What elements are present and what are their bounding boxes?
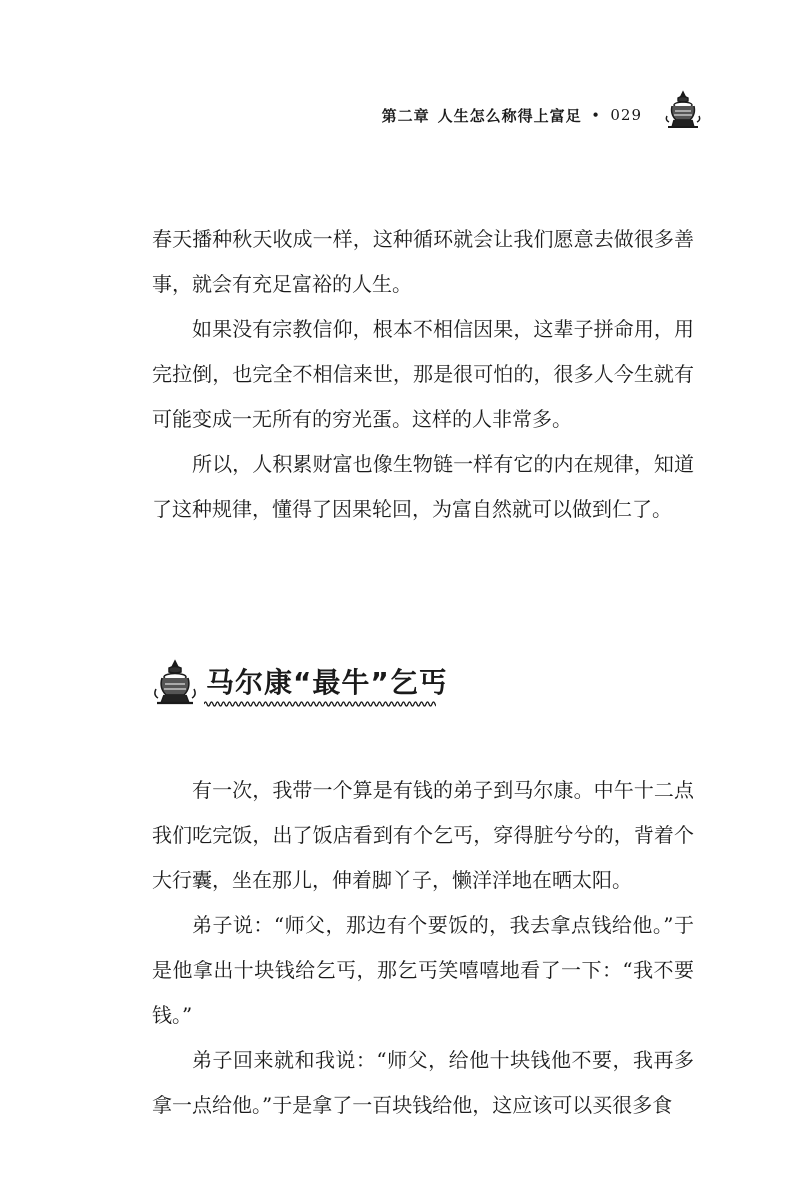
page-number: 029 — [610, 106, 642, 124]
body-text-before — [152, 217, 694, 532]
paragraph: 所以，人积累财富也像生物链一样有它的内在规律，知道了这种规律，懂得了因果轮回，为富自然就可以做到仁了。 — [152, 452, 694, 521]
paragraph: 有一次，我带一个算是有钱的弟子到马尔康。中午十二点我们吃完饭，出了饭店看到有个乞丐，穿得脏兮兮的，背着个大行囊，坐在那儿，伸着脚丫子，懒洋洋地在晒太阳。 — [152, 778, 694, 892]
section-title: 马尔康“最牛”乞丐 — [206, 666, 448, 699]
stupa-ornament-icon — [152, 659, 198, 707]
paragraph: 春天播种秋天收成一样，这种循环就会让我们愿意去做很多善事，就会有充足富裕的人生。 — [152, 227, 694, 296]
chapter-title: 人生怎么称得上富足 — [437, 106, 582, 125]
header-separator: • — [591, 108, 601, 122]
paragraph: 如果没有宗教信仰，根本不相信因果，这辈子拼命用，用完拉倒，也完全不相信来世，那是很可怕的，很多人今生就有可能变成一无所有的穷光蛋。这样的人非常多。 — [152, 317, 694, 431]
chapter-number: 第二章 — [381, 106, 430, 125]
paragraph: 弟子回来就和我说：“师父，给他十块钱他不要，我再多拿一点给他。”于是拿了一百块钱给他，这应该可以买很多食 — [152, 1048, 694, 1117]
body-text-after — [152, 768, 694, 1128]
stupa-ornament-icon — [664, 90, 702, 130]
running-header — [382, 97, 694, 133]
wavy-underline — [204, 699, 436, 709]
paragraph: 弟子说：“师父，那边有个要饭的，我去拿点钱给他。”于是他拿出十块钱给乞丐，那乞丐笑嘻嘻地看了一下：“我不要钱。” — [152, 913, 694, 1027]
